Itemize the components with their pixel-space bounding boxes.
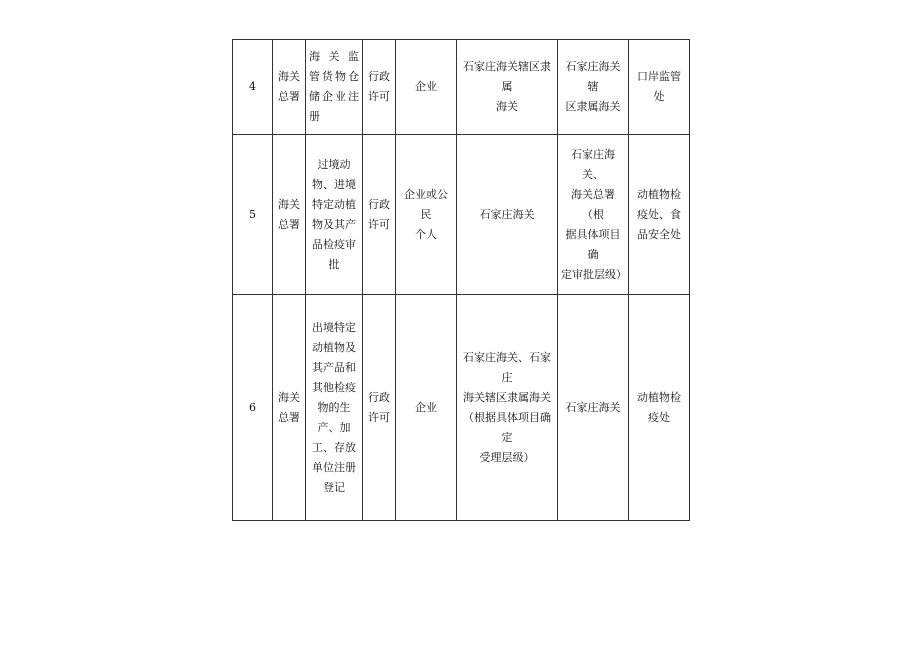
row-number: 6 — [233, 295, 273, 521]
table-row — [233, 40, 690, 135]
deciding-body: 石家庄海关、 海关总署（根 据具体项目确 定审批层级） — [558, 135, 629, 295]
applicable-target: 企业 — [396, 295, 457, 521]
implementing-authority: 海关 总署 — [273, 40, 306, 135]
item-name: 海关监 管货物仓 储企业注 册 — [306, 40, 363, 135]
row-number: 4 — [233, 40, 273, 135]
accepting-body: 石家庄海关 — [457, 135, 558, 295]
responsible-department: 动植物检 疫处 — [629, 295, 690, 521]
applicable-target: 企业 — [396, 40, 457, 135]
accepting-body: 石家庄海关辖区隶属 海关 — [457, 40, 558, 135]
document-table — [232, 39, 690, 521]
table-row — [233, 295, 690, 521]
accepting-body: 石家庄海关、石家庄 海关辖区隶属海关 （根据具体项目确定 受理层级） — [457, 295, 558, 521]
responsible-department: 口岸监管 处 — [629, 40, 690, 135]
implementing-authority: 海关 总署 — [273, 295, 306, 521]
item-category: 行政 许可 — [363, 135, 396, 295]
deciding-body: 石家庄海关辖 区隶属海关 — [558, 40, 629, 135]
responsible-department: 动植物检 疫处、食 品安全处 — [629, 135, 690, 295]
item-name: 过境动 物、进境 特定动植 物及其产 品检疫审 批 — [306, 135, 363, 295]
item-category: 行政 许可 — [363, 40, 396, 135]
row-number: 5 — [233, 135, 273, 295]
deciding-body: 石家庄海关 — [558, 295, 629, 521]
item-category: 行政 许可 — [363, 295, 396, 521]
table-row — [233, 135, 690, 295]
item-name: 出境特定 动植物及 其产品和 其他检疫 物的生 产、加 工、存放 单位注册 登记 — [306, 295, 363, 521]
implementing-authority: 海关 总署 — [273, 135, 306, 295]
applicable-target: 企业或公民 个人 — [396, 135, 457, 295]
